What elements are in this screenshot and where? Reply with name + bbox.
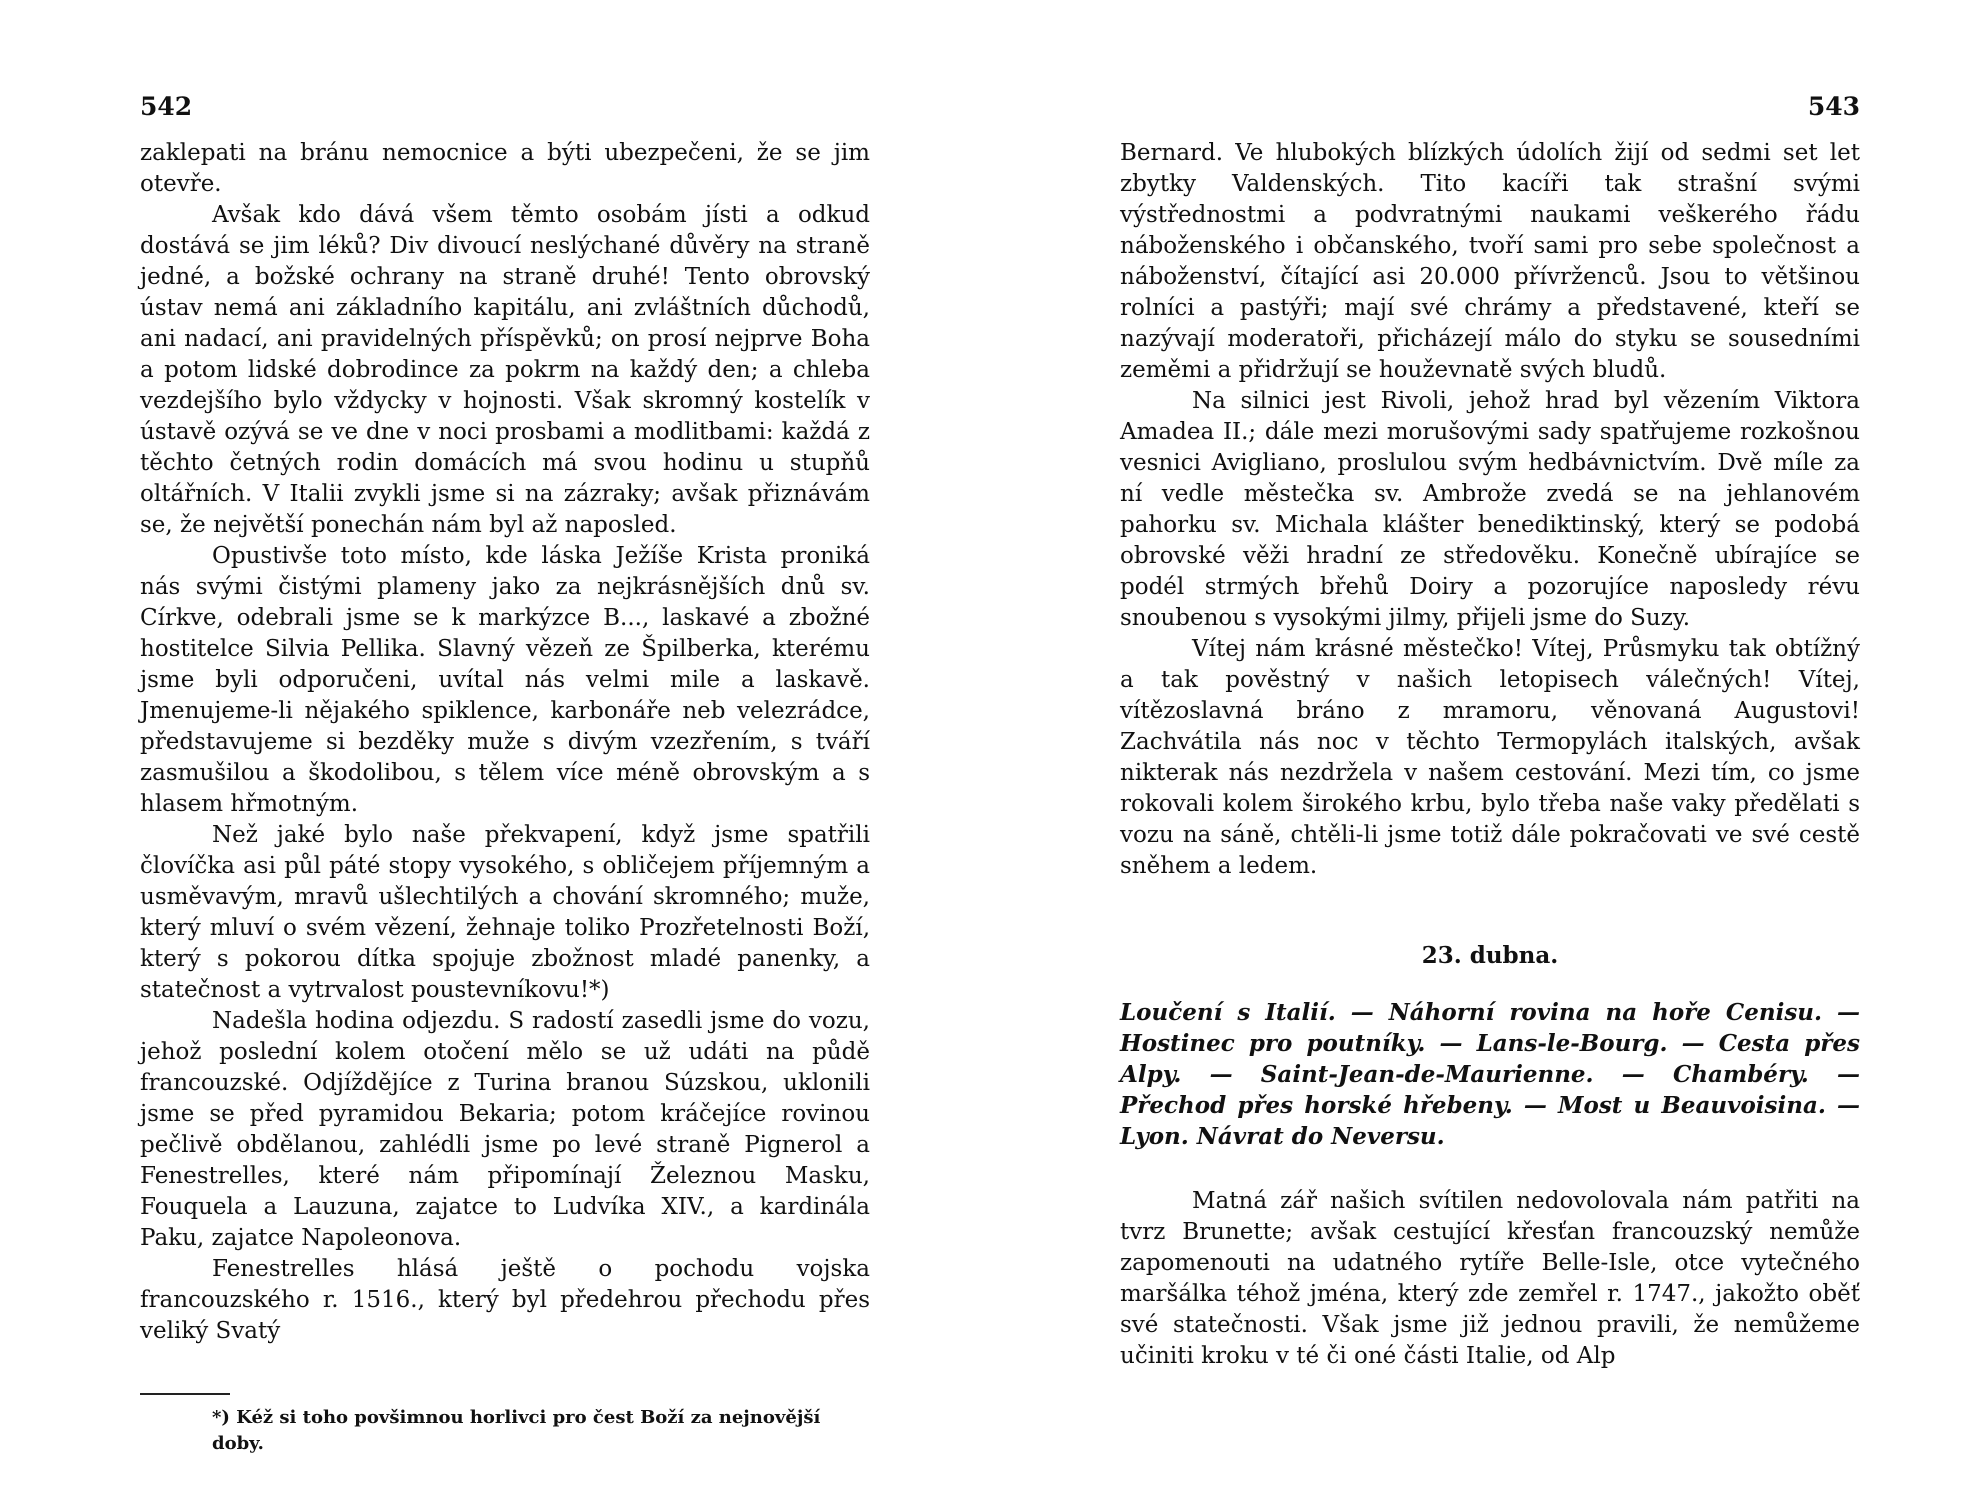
- paragraph: Nadešla hodina odjezdu. S radostí zasedli jsme do vozu, jehož poslední kolem otočení mělo se už udáti na půdě francouzské. Odjíždějíce z Turina branou Súzskou, uklonili jsme se před pyramidou Bekaria; potom kráčejíce rovinou pečlivě obdělanou, zahlédli jsme po levé straně Pignerol a Fenestrelles, které nám připomínají Železnou Masku, Fouquela a Lauzuna, zajatce to Ludvíka XIV., a kardinála Paku, zajatce Napoleonova.: [140, 1008, 870, 1251]
- chapter-summary: Loučení s Italií. — Náhorní rovina na hoře Cenisu. — Hostinec pro poutníky. — Lans-le-Bourg. — Cesta přes Alpy. — Saint-Jean-de-Maurienne. — Chambéry. — Přechod přes horské hřebeny. — Most u Beauvoisina. — Lyon. Návrat do Neversu.: [1120, 999, 1860, 1150]
- paragraph: Bernard. Ve hlubokých blízkých údolích žijí od sedmi set let zbytky Valdenských. Tito kacíři tak strašní svými výstřednostmi a podvratnými naukami veškerého řádu náboženského i občanského, tvoří sami pro sebe společnost a náboženství, čítající asi 20.000 přívrženců. Jsou to většinou rolníci a pastýři; mají své chrámy a představené, kteří se nazývají moderatoři, přicházejí málo do styku se sousedními zeměmi a přidržují se houževnatě svých bludů.: [1120, 140, 1860, 383]
- footnote: *) Kéž si toho povšimnou horlivci pro čest Boží za nejnovější doby.: [212, 1407, 821, 1454]
- paragraph: Fenestrelles hlásá ještě o pochodu vojska francouzského r. 1516., který byl předehrou přechodu přes veliký Svatý: [140, 1256, 870, 1344]
- paragraph: Vítej nám krásné městečko! Vítej, Průsmyku tak obtížný a tak pověstný v našich letopisech válečných! Vítej, vítězoslavná bráno z mramoru, věnovaná Augustovi! Zachvátila nás noc v těchto Termopylách italských, avšak nikterak nás nezdržela v našem cestování. Mezi tím, co jsme rokovali kolem širokého krbu, bylo třeba naše vaky předělati s vozu na sáně, chtěli-li jsme totiž dále pokračovati ve své cestě sněhem a ledem.: [1120, 636, 1860, 879]
- paragraph: Avšak kdo dává všem těmto osobám jísti a odkud dostává se jim léků? Div divoucí neslýchané důvěry na straně jedné, a božské ochrany na straně druhé! Tento obrovský ústav nemá ani základního kapitálu, ani zvláštních důchodů, ani nadací, ani pravidelných příspěvků; on prosí nejprve Boha a potom lidské dobrodince za pokrm na každý den; a chleba vezdejšího bylo vždycky v hojnosti. Však skromný kostelík v ústavě ozývá se ve dne v noci prosbami a modlitbami: každá z těchto četných rodin domácích má svou hodinu u stupňů oltářních. V Italii zvykli jsme si na zázraky; avšak přiznávám se, že největší ponechán nám byl až naposled.: [140, 202, 870, 538]
- spacer: [1120, 1152, 1860, 1186]
- footnote-divider: [140, 1393, 230, 1395]
- paragraph: Matná zář našich svítilen nedovolovala nám patřiti na tvrz Brunette; avšak cestující křesťan francouzský nemůže zapomenouti na udatného rytíře Belle-Isle, otce vytečného maršálka téhož jména, který zde zemřel r. 1747., jakožto oběť své statečnosti. Však jsme již jednou pravili, že nemůžeme učiniti kroku v té či oné části Italie, od Alp: [1120, 1188, 1860, 1369]
- paragraph: Opustivše toto místo, kde láska Ježíše Krista proniká nás svými čistými plameny jako za nejkrásnějších dnů sv. Církve, odebrali jsme se k markýzce B..., laskavé a zbožné hostitelce Silvia Pellika. Slavný vězeň ze Špilberka, kterému jsme byli odporučeni, uvítal nás velmi mile a laskavě. Jmenujeme-li nějakého spiklence, karbonáře neb velezrádce, představujeme si bezděky muže s divým vzezřením, s tváří zasmušilou a škodolibou, s tělem více méně obrovským a s hlasem hřmotným.: [140, 543, 870, 817]
- section-heading: 23. dubna.: [1421, 942, 1559, 969]
- page-number-left: 542: [140, 92, 193, 121]
- paragraph: zaklepati na bránu nemocnice a býti ubezpečeni, že se jim otevře.: [140, 140, 870, 197]
- left-page: [120, 0, 870, 1501]
- paragraph: Na silnici jest Rivoli, jehož hrad byl vězením Viktora Amadea II.; dále mezi morušovými sady spatřujeme rozkošnou vesnici Avigliano, proslulou svým hedbávnictvím. Dvě míle za ní vedle městečka sv. Ambrože zvedá se na jehlanovém pahorku sv. Michala klášter benediktinský, který se podobá obrovské věži hradní ze středověku. Konečně ubírajíce se podél strmých břehů Doiry a pozorujíce naposledy révu snoubenou s vysokými jilmy, přijeli jsme do Suzy.: [1120, 388, 1860, 631]
- right-page-text: [1120, 138, 1860, 1372]
- left-page-text: [140, 138, 870, 1347]
- paragraph: Než jaké bylo naše překvapení, když jsme spatřili človíčka asi půl páté stopy vysokého, s obličejem příjemným a usměvavým, mravů ušlechtilých a chování skromného; muže, který mluví o svém vězení, žehnaje toliko Prozřetelnosti Boží, který s pokorou dítka spojuje zbožnost mladé panenky, a statečnost a vytrvalost poustevníkovu!*): [140, 822, 870, 1003]
- page-number-right: 543: [1807, 92, 1860, 121]
- right-page: [1120, 0, 1860, 1501]
